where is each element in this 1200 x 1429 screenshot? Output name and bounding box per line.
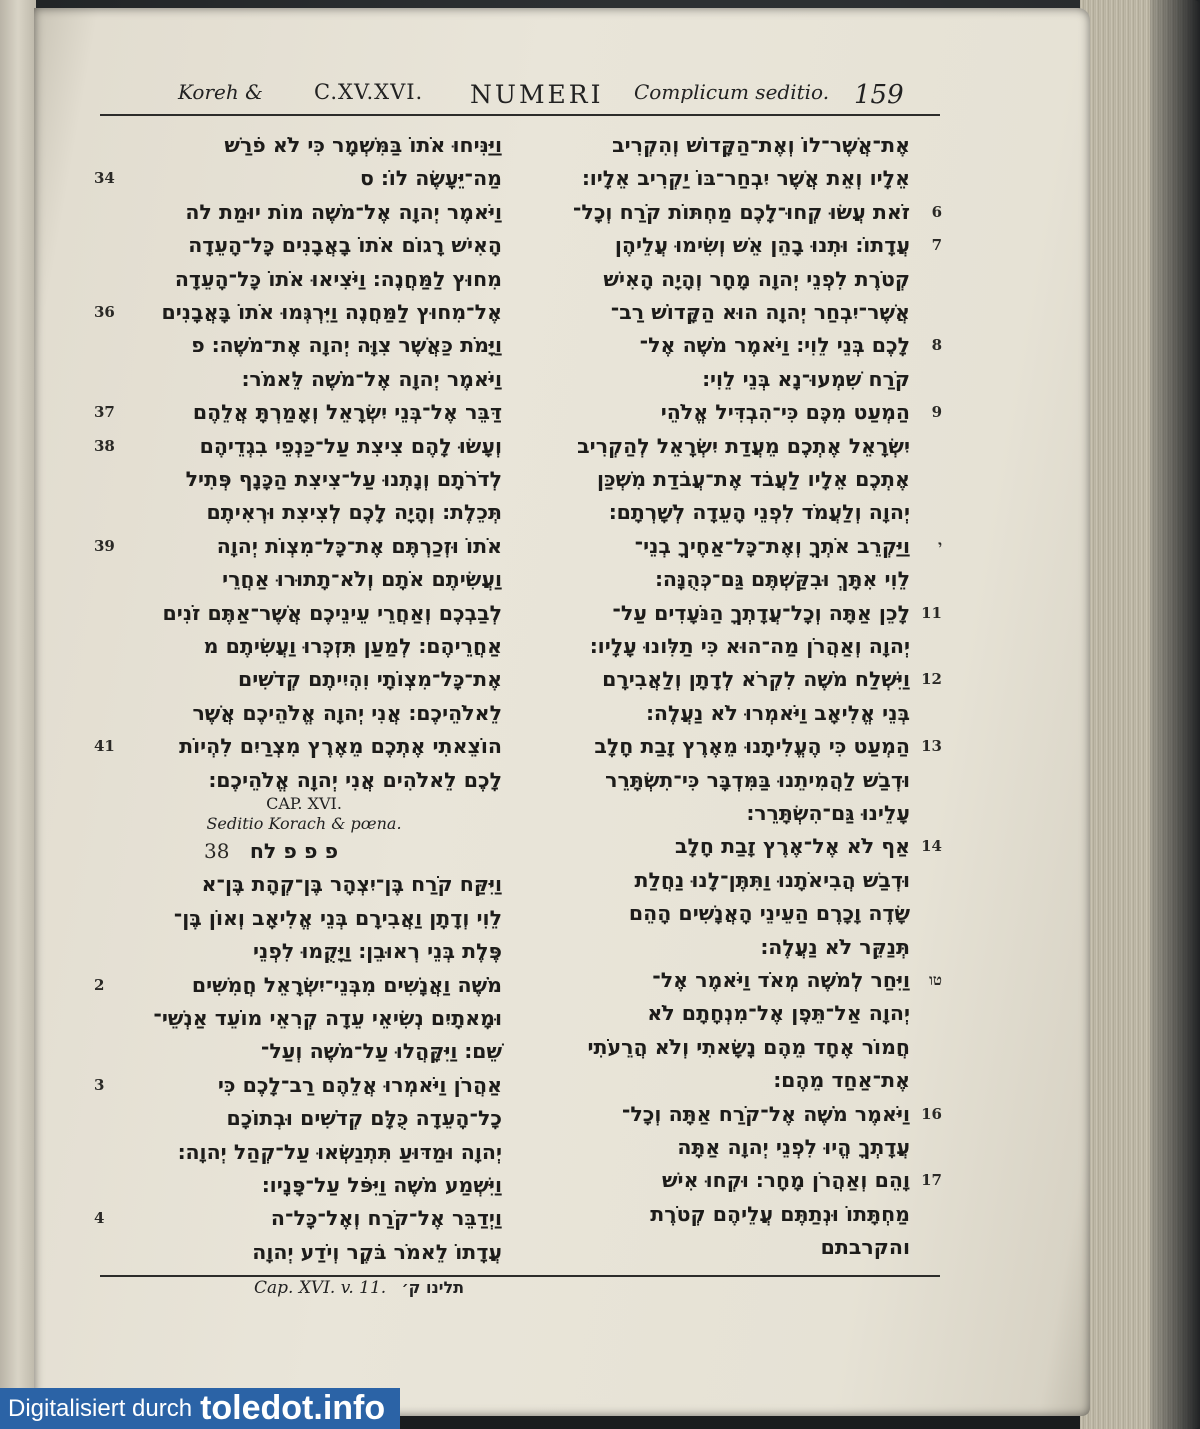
verse-line (522, 996, 942, 1030)
hebrew-text: וַיִּשְׁלַח מֹשֶׁה לִקְרֹא לְדָתָן וְלַאֲבִירָם (602, 667, 910, 692)
hebrew-text: וַיֹּאמֶר מֹשֶׁה אֶל־קֹרַח אַתָּה וְכָל־ (621, 1101, 910, 1126)
hebrew-text: קֹרַח שִׁמְעוּ־נָא בְּנֵי לֵוִי׃ (702, 366, 910, 391)
verse-line (94, 295, 514, 329)
watermark-text: Digitalisiert durch (8, 1394, 193, 1422)
verse-line (522, 896, 942, 930)
verse-line (94, 161, 514, 195)
hebrew-text: הָאִישׁ רָגוֹם אֹתוֹ בָאֲבָנִים כָּל־הָעֵדָה (188, 233, 502, 258)
hebrew-text: אֶת־כָּל־מִצְוֹתָי וִהְיִיתֶם קְדֹשִׁים (238, 667, 502, 692)
hebrew-text: הַמְעַט כִּי הֶעֱלִיתָנוּ מֵאֶרֶץ זָבַת חָלָב (594, 734, 910, 759)
chapter-label: CAP. XVI. (266, 794, 342, 813)
verse-line (522, 1030, 942, 1064)
verse-line (522, 863, 942, 897)
verse-number: י (938, 536, 942, 555)
verse-line (94, 1001, 514, 1035)
binding-shadow (1150, 0, 1200, 1429)
verse-number: 16 (921, 1104, 942, 1123)
hebrew-text: מֹשֶׁה וַאֲנָשִׁים מִבְּנֵי־יִשְׂרָאֵל חֲמִשִּׁים (191, 972, 502, 997)
hebrew-text: יְהוָה וְלַעֲמֹד לִפְנֵי הָעֵדָה לְשָׁרְתָם׃ (609, 500, 910, 525)
verse-line (94, 763, 514, 797)
verse-line (94, 901, 514, 935)
hebrew-text: וַיְדַבֵּר אֶל־קֹרַח וְאֶל־כָּל־ה (270, 1206, 502, 1231)
verse-line (522, 395, 942, 429)
header-left: Koreh & (178, 80, 263, 104)
hebrew-text: תְּכֵלֶת׃ וְהָיָה לָכֶם לְצִיצִת וּרְאִיתֶם (206, 500, 502, 525)
verse-line (522, 1197, 942, 1231)
watermark-logo: toledot.info (200, 1389, 386, 1427)
verse-number: 6 (931, 202, 942, 221)
verse-number: 37 (94, 403, 115, 422)
hebrew-text: בְּנֵי אֱלִיאָב וַיֹּאמְרוּ לֹא נַעֲלֶה׃ (646, 700, 910, 725)
hebrew-text: עֲדָתוֹ׃ וּתְנוּ בָהֵן אֵשׁ וְשִׂימוּ עֲלֵיהֶן (614, 233, 910, 258)
hebrew-text: שֵׁם׃ וַיִּקָּהֲלוּ עַל־מֹשֶׁה וְעַל־ (260, 1039, 502, 1064)
verse-line (522, 462, 942, 496)
verse-line (94, 662, 514, 696)
hebrew-text: וַיִּחַר לְמֹשֶׁה מְאֹד וַיֹּאמֶר אֶל־ (652, 968, 910, 992)
header-chapter: C.XV.XVI. (314, 80, 424, 104)
verse-number: 9 (931, 403, 942, 422)
verse-line (94, 596, 514, 630)
verse-line (522, 195, 942, 229)
verse-line (94, 629, 514, 663)
verse-line (522, 161, 942, 195)
verse-line (94, 562, 514, 596)
verse-number: 38 (94, 436, 115, 455)
hebrew-text: יְהוָה וּמַדּוּעַ תִּתְנַשְּׂאוּ עַל־קְהַל יְהוָה׃ (177, 1139, 502, 1164)
hebrew-text: וַיַּקְרֵב אֹתְךָ וְאֶת־כָּל־אַחֶיךָ בְנֵי־ (634, 533, 910, 558)
hebrew-text: אֶתְכֶם אֵלָיו לַעֲבֹד אֶת־עֲבֹדַת מִשְׁכַּן (597, 467, 910, 491)
verse-number: 14 (921, 837, 942, 856)
verse-line (94, 696, 514, 730)
hebrew-text: לֵאלֹהֵיכֶם׃ אֲנִי יְהוָה אֱלֹהֵיכֶם אֲשֶׁר (192, 700, 502, 725)
verse-line (94, 1168, 514, 1202)
hebrew-text: חֲמוֹר אֶחָד מֵהֶם נָשָׂאתִי וְלֹא הֲרֵעֹתִי (587, 1034, 910, 1059)
verse-line (94, 395, 514, 429)
verse-line (94, 867, 514, 901)
verse-line (94, 195, 514, 229)
header-right: Complicum seditio. (634, 80, 830, 104)
verse-line (94, 934, 514, 968)
verse-number: 7 (931, 236, 942, 255)
verse-line (94, 128, 514, 162)
hebrew-text: לָכֶם לֵאלֹהִים אֲנִי יְהוָה אֱלֹהֵיכֶם׃ (208, 767, 502, 792)
hebrew-text: לָכֶם בְּנֵי לֵוִי׃ וַיֹּאמֶר מֹשֶׁה אֶל־ (639, 333, 910, 358)
verse-line (522, 228, 942, 262)
footnote-ref: Cap. XVI. v. 11. (254, 1278, 387, 1298)
hebrew-text: וּמָאתָיִם נְשִׂיאֵי עֵדָה קְרִאֵי מוֹעֵד אַנְשֵׁי־ (153, 1006, 502, 1030)
verse-line (522, 495, 942, 529)
parasha-number: 38 (204, 839, 230, 863)
verse-line (94, 328, 514, 362)
hebrew-text: כָל־הָעֵדָה כֻּלָּם קְדֹשִׁים וּבְתוֹכָם (226, 1106, 502, 1131)
header-rule (100, 114, 940, 116)
verse-line (94, 362, 514, 396)
verse-line (522, 362, 942, 396)
hebrew-text: וּדְבַשׁ הֲבִיאֹתָנוּ וַתִּתֶּן־לָנוּ נַחֲלַת (634, 867, 910, 892)
hebrew-text: אֲשֶׁר־יִבְחַר יְהוָה הוּא הַקָּדוֹשׁ רַב־ (610, 300, 910, 324)
verse-line (522, 763, 942, 797)
hebrew-text: אַהֲרֹן וַיֹּאמְרוּ אֲלֵהֶם רַב־לָכֶם כִּי (217, 1072, 502, 1097)
hebrew-text: וַיִּשְׁמַע מֹשֶׁה וַיִּפֹּל עַל־פָּנָיו׃ (262, 1173, 502, 1197)
verse-number: 36 (94, 303, 115, 321)
hebrew-text: לֵוִי אִתָּךְ וּבִקַּשְׁתֶּם גַּם־כְּהֻנָּה׃ (655, 567, 910, 592)
verse-line (94, 228, 514, 262)
verse-number: 12 (921, 670, 942, 689)
hebrew-text: מַחְתָּתוֹ וּנְתַתֶּם עֲלֵיהֶם קְטֹרֶת (650, 1201, 910, 1226)
hebrew-text: לָכֵן אַתָּה וְכָל־עֲדָתְךָ הַנֹּעָדִים עַל־ (612, 600, 910, 625)
hebrew-text: יְהוָה אַל־תֵּפֶן אֶל־מִנְחָתָם לֹא (647, 1001, 910, 1026)
verse-line (94, 1135, 514, 1169)
verse-line (522, 1097, 942, 1131)
header-book-title: NUMERI (470, 80, 604, 109)
verse-line (522, 1163, 942, 1197)
hebrew-text: אַף לֹא אֶל־אֶרֶץ זָבַת חָלָב (675, 834, 910, 859)
verse-number: 8 (931, 336, 942, 355)
hebrew-text: קְטֹרֶת לִפְנֵי יְהוָה מָחָר וְהָיָה הָאִישׁ (603, 266, 910, 291)
verse-number: טו (929, 971, 942, 989)
verse-line (522, 963, 942, 997)
hebrew-text: לְדֹרֹתָם וְנָתְנוּ עַל־צִיצִת הַכָּנָף פְּתִיל (185, 467, 502, 491)
verse-line (94, 262, 514, 296)
hebrew-text: שָׂדֶה וָכָרֶם הַעֵינֵי הָאֲנָשִׁים הָהֵם (628, 901, 910, 926)
footnote-note: תלינו ק׳ (401, 1278, 465, 1297)
verse-line (94, 529, 514, 563)
hebrew-text: פֶּלֶת בְּנֵי רְאוּבֵן׃ וַיָּקֻמוּ לִפְנֵי (253, 939, 502, 964)
verse-line (94, 1235, 514, 1269)
hebrew-text: אֶת־אַחַד מֵהֶם׃ (773, 1068, 910, 1093)
hebrew-text: וַיַּנִּיחוּ אֹתוֹ בַּמִּשְׁמָר כִּי לֹא פֹרַשׁ (224, 133, 502, 157)
verse-number: 41 (94, 737, 115, 756)
verse-line (522, 629, 942, 663)
digitization-watermark[interactable] (0, 1388, 400, 1429)
verse-line (522, 128, 942, 162)
hebrew-text: והקרבתם (820, 1235, 910, 1260)
verse-line (94, 495, 514, 529)
verse-number: 2 (94, 975, 105, 994)
hebrew-text: וָהֵם וְאַהֲרֹן מָחָר׃ וּקְחוּ אִישׁ (661, 1168, 910, 1193)
hebrew-text: וַעֲשִׂיתֶם אֹתָם וְלֹא־תָתוּרוּ אַחֲרֵי (222, 567, 502, 592)
hebrew-text: וַיָּמֹת כַּאֲשֶׁר צִוָּה יְהוָה אֶת־מֹשֶׁה׃ פ (191, 333, 502, 358)
verse-line (522, 1063, 942, 1097)
hebrew-text: וּדְבַשׁ לַהֲמִיתֵנוּ בַּמִּדְבָּר כִּי־תִשְׂתָּרֵר (605, 767, 910, 792)
hebrew-text: הוֹצֵאתִי אֶתְכֶם מֵאֶרֶץ מִצְרַיִם לִהְיוֹת (179, 734, 502, 759)
hebrew-text: הַמְעַט מִכֶּם כִּי־הִבְדִּיל אֱלֹהֵי (660, 400, 910, 425)
chapter-subtitle: Seditio Korach & pœna. (206, 814, 402, 833)
hebrew-text: עָלֵינוּ גַּם־הִשְׂתָּרֵר׃ (746, 801, 910, 825)
hebrew-text: אַחֲרֵיהֶם׃ לְמַעַן תִּזְכְּרוּ וַעֲשִׂיתֶם מ (203, 634, 502, 658)
hebrew-text: יְהוָה וְאַהֲרֹן מַה־הוּא כִּי תַלִּונוּ עָלָיו׃ (590, 634, 910, 658)
verse-number: 11 (921, 603, 942, 622)
hebrew-text: עֲדָתוֹ לֵאמֹר בֹּקֶר וְיֹדַע יְהוָה (252, 1239, 502, 1264)
hebrew-text: מַה־יֵּעָשֶׂה לוֹ׃ ס (360, 166, 502, 191)
verse-line (94, 1201, 514, 1235)
verse-line (94, 462, 514, 496)
verse-number: 13 (921, 737, 942, 756)
verse-number: 4 (94, 1209, 105, 1228)
verse-number: 3 (94, 1075, 105, 1094)
page-number: 159 (854, 80, 904, 110)
verse-line (522, 930, 942, 964)
verse-line (522, 596, 942, 630)
verse-line (522, 562, 942, 596)
verse-line (522, 729, 942, 763)
verse-line (522, 696, 942, 730)
verse-line (522, 662, 942, 696)
verse-line (94, 1068, 514, 1102)
hebrew-text: תְּנַקֵּר לֹא נַעֲלֶה׃ (760, 934, 910, 959)
hebrew-text: לֵוִי וְדָתָן וַאֲבִירָם בְּנֵי אֱלִיאָב וְאוֹן בֶּן־ (173, 905, 502, 930)
footer-rule (100, 1275, 940, 1277)
verse-line (94, 1034, 514, 1068)
hebrew-text: עֲדָתְךָ הֱיוּ לִפְנֵי יְהוָה אַתָּה (677, 1135, 910, 1159)
verse-line (522, 796, 942, 830)
verse-line (522, 262, 942, 296)
left-page-edge (0, 0, 36, 1429)
verse-number: 39 (94, 536, 115, 555)
hebrew-text: וְעָשׂוּ לָהֶם צִיצִת עַל־כַּנְפֵי בִגְדֵיהֶם (199, 433, 502, 458)
verse-line (522, 1130, 942, 1164)
verse-line (522, 829, 942, 863)
hebrew-text: מִחוּץ לַמַּחֲנֶה׃ וַיֹּצִיאוּ אֹתוֹ כָּל־הָעֵדָה (174, 266, 502, 291)
verse-line (522, 429, 942, 463)
hebrew-text: וַיִּקַּח קֹרַח בֶּן־יִצְהָר בֶּן־קְהָת בֶּן־א (201, 872, 502, 897)
hebrew-text: אֶל־מִחוּץ לַמַּחֲנֶה וַיִּרְגְּמוּ אֹתוֹ בָּאֲבָנִים (161, 300, 502, 324)
verse-number: 34 (94, 169, 115, 188)
hebrew-text: זֹאת עֲשׂוּ קְחוּ־לָכֶם מַחְתּוֹת קֹרַח וְכָל־ (572, 199, 910, 224)
verse-line (522, 328, 942, 362)
verse-line (94, 729, 514, 763)
hebrew-text: לְבַבְכֶם וְאַחֲרֵי עֵינֵיכֶם אֲשֶׁר־אַתֶּם זֹנִים (162, 600, 502, 625)
parasha-marks: פ פ פ לח (249, 839, 339, 863)
hebrew-text: אֶת־אֲשֶׁר־לוֹ וְאֶת־הַקָּדוֹשׁ וְהִקְרִיב (612, 133, 910, 157)
verse-line (94, 429, 514, 463)
verse-number: 17 (921, 1171, 942, 1190)
verse-line (522, 295, 942, 329)
hebrew-text: יִשְׂרָאֵל אֶתְכֶם מֵעֲדַת יִשְׂרָאֵל לְהַקְרִיב (577, 433, 910, 458)
verse-line (94, 968, 514, 1002)
verse-line (522, 529, 942, 563)
parasha-line (94, 834, 514, 868)
hebrew-text: דַּבֵּר אֶל־בְּנֵי יִשְׂרָאֵל וְאָמַרְתָּ אֲלֵהֶם (192, 400, 502, 425)
verse-line (522, 1230, 942, 1264)
footnote (254, 1278, 464, 1298)
hebrew-text: אֵלָיו וְאֵת אֲשֶׁר יִבְחַר־בּוֹ יַקְרִיב אֵלָיו׃ (582, 166, 910, 191)
hebrew-text: וַיֹּאמֶר יְהוָה אֶל־מֹשֶׁה מוֹת יוּמַת לה (185, 199, 502, 224)
hebrew-text: אֹתוֹ וּזְכַרְתֶּם אֶת־כָּל־מִצְוֹת יְהוָה (216, 533, 502, 558)
book-page (34, 8, 1090, 1416)
hebrew-text: וַיֹּאמֶר יְהוָה אֶל־מֹשֶׁה לֵּאמֹר׃ (241, 366, 502, 391)
verse-line (94, 1101, 514, 1135)
